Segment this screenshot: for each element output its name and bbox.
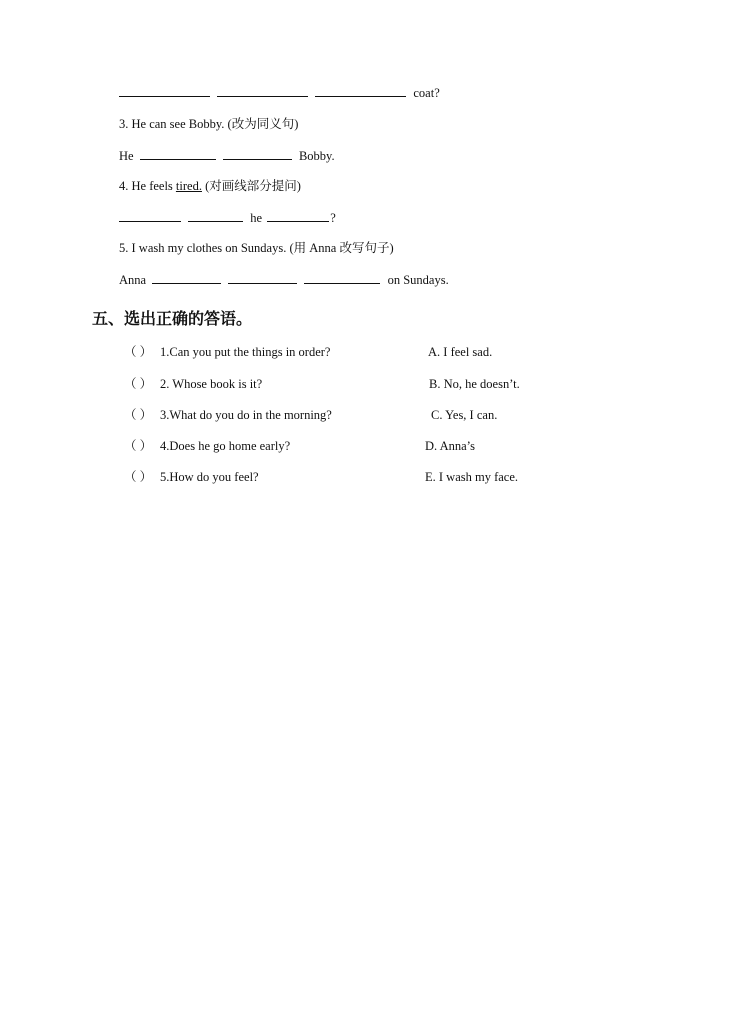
question-text: 5. I wash my clothes on Sundays. (用 Anna 改写句子) <box>119 241 394 255</box>
line-tail-text: coat? <box>413 86 440 100</box>
answer-option-b: B. No, he doesn’t. <box>429 377 520 391</box>
line-end-text: ? <box>330 211 336 225</box>
line-start-text: Anna <box>119 273 147 287</box>
answer-blank[interactable] <box>152 271 221 284</box>
answer-blank[interactable] <box>228 271 297 284</box>
question-text: 4.Does he go home early? <box>160 439 291 453</box>
line-end-text: Bobby. <box>298 149 335 163</box>
question-text: 2. Whose book is it? <box>160 377 263 391</box>
line-start-text: He <box>119 149 134 163</box>
line-mid-text: he <box>250 211 263 225</box>
answer-blank[interactable] <box>267 209 329 222</box>
question-text: 5.How do you feel? <box>160 470 259 484</box>
answer-blank[interactable] <box>223 147 292 160</box>
question-text: 3. He can see Bobby. (改为同义句) <box>119 117 299 131</box>
answer-blank[interactable] <box>140 147 216 160</box>
question-instruction: (对画线部分提问) <box>201 179 301 193</box>
answer-option-a: A. I feel sad. <box>428 345 493 359</box>
question-4-answer-line <box>119 209 336 226</box>
answer-parentheses[interactable]: （ ） <box>124 408 153 422</box>
match-question-3 <box>124 407 332 423</box>
answer-parentheses[interactable]: （ ） <box>124 377 153 391</box>
match-question-5 <box>124 469 259 485</box>
answer-blank[interactable] <box>217 84 308 97</box>
question-4-prompt <box>119 178 301 194</box>
match-question-2 <box>124 376 262 392</box>
line-end-text: on Sundays. <box>387 273 449 287</box>
question-text: 4. He feels <box>119 179 176 193</box>
question-text: 3.What do you do in the morning? <box>160 408 332 422</box>
answer-blank[interactable] <box>188 209 243 222</box>
match-question-1 <box>124 344 330 360</box>
question-5-answer-line <box>119 271 449 288</box>
question-text: 1.Can you put the things in order? <box>160 345 331 359</box>
answer-parentheses[interactable]: （ ） <box>124 470 153 484</box>
answer-blank[interactable] <box>119 84 210 97</box>
fill-line-coat <box>119 84 440 101</box>
answer-parentheses[interactable]: （ ） <box>124 345 153 359</box>
answer-parentheses[interactable]: （ ） <box>124 439 153 453</box>
section-title: 五、选出正确的答语。 <box>92 309 253 328</box>
match-question-4 <box>124 438 290 454</box>
answer-option-c: C. Yes, I can. <box>431 408 498 422</box>
question-5-prompt <box>119 240 394 256</box>
underlined-word: tired. <box>175 179 202 193</box>
question-3-prompt <box>119 116 298 132</box>
answer-blank[interactable] <box>119 209 181 222</box>
answer-option-d: D. Anna’s <box>425 439 475 453</box>
question-3-answer-line <box>119 147 335 164</box>
answer-blank[interactable] <box>304 271 380 284</box>
answer-option-e: E. I wash my face. <box>425 470 519 484</box>
answer-blank[interactable] <box>315 84 406 97</box>
